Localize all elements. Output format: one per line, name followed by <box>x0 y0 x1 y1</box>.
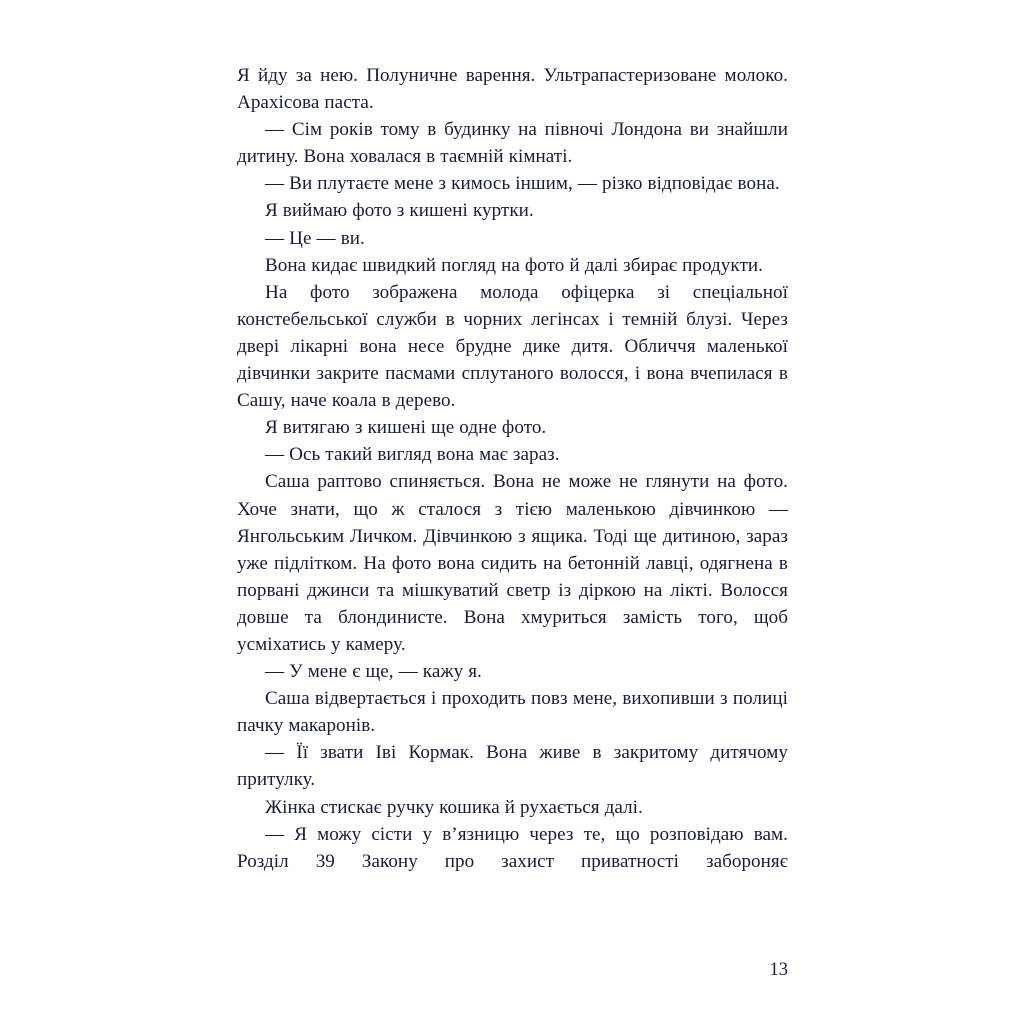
paragraph: Я витягаю з кишені ще одне фото. <box>265 417 547 439</box>
paragraph: Я виймаю фото з кишені куртки. <box>265 200 534 222</box>
paragraph: — Її звати Іві Кормак. Вона живе в закритому дитячому притулку. <box>237 742 788 791</box>
paragraph: Саша раптово спиняється. Вона не може не глянути на фото. Хоче знати, що ж сталося з тією маленькою дівчинкою — Янгольським Личком. Дівчинкою з ящика. Тоді ще дитиною, зараз уже підлітком. На фото вона сидить на бетонній лавці, одягнена в порвані джинси та мішкуватий светр із діркою на лікті. Волосся довше та блондинисте. Вона хмуриться замість того, щоб усміхатись у камеру. <box>237 471 788 655</box>
paragraph: — У мене є ще, — кажу я. <box>265 661 482 683</box>
page-number: 13 <box>769 960 788 980</box>
paragraph: Жінка стискає ручку кошика й рухається далі. <box>265 796 643 818</box>
paragraph: Саша відвертається і проходить повз мене, вихопивши з полиці пачку макаронів. <box>237 688 788 737</box>
paragraph: Вона кидає швидкий погляд на фото й далі збирає продукти. <box>265 254 763 276</box>
paragraph: — Це — ви. <box>265 227 365 249</box>
paragraph: — Я можу сісти у в’язницю через те, що розповідаю вам. Розділ 39 Закону про захист приватності забороняє <box>237 823 788 872</box>
paragraph: — Сім років тому в будинку на півночі Лондона ви знайшли дитину. Вона ховалася в таємній кімнаті. <box>237 119 788 168</box>
paragraph: Я йду за нею. Полуничне варення. Ультрапастеризоване молоко. Арахісова паста. <box>237 65 788 114</box>
paragraph: — Ось такий вигляд вона має зараз. <box>265 444 560 466</box>
paragraph: На фото зображена молода офіцерка зі спеціальної констебельської служби в чорних легінсах і темній блузі. Через двері лікарні вона несе брудне дике дитя. Обличчя маленької дівчинки закрите пасмами сплутаного волосся, і вона вчепилася в Сашу, наче коала в дерево. <box>237 281 788 412</box>
body-text-block <box>237 62 788 875</box>
paragraph: — Ви плутаєте мене з кимось іншим, — різко відповідає вона. <box>265 173 780 195</box>
